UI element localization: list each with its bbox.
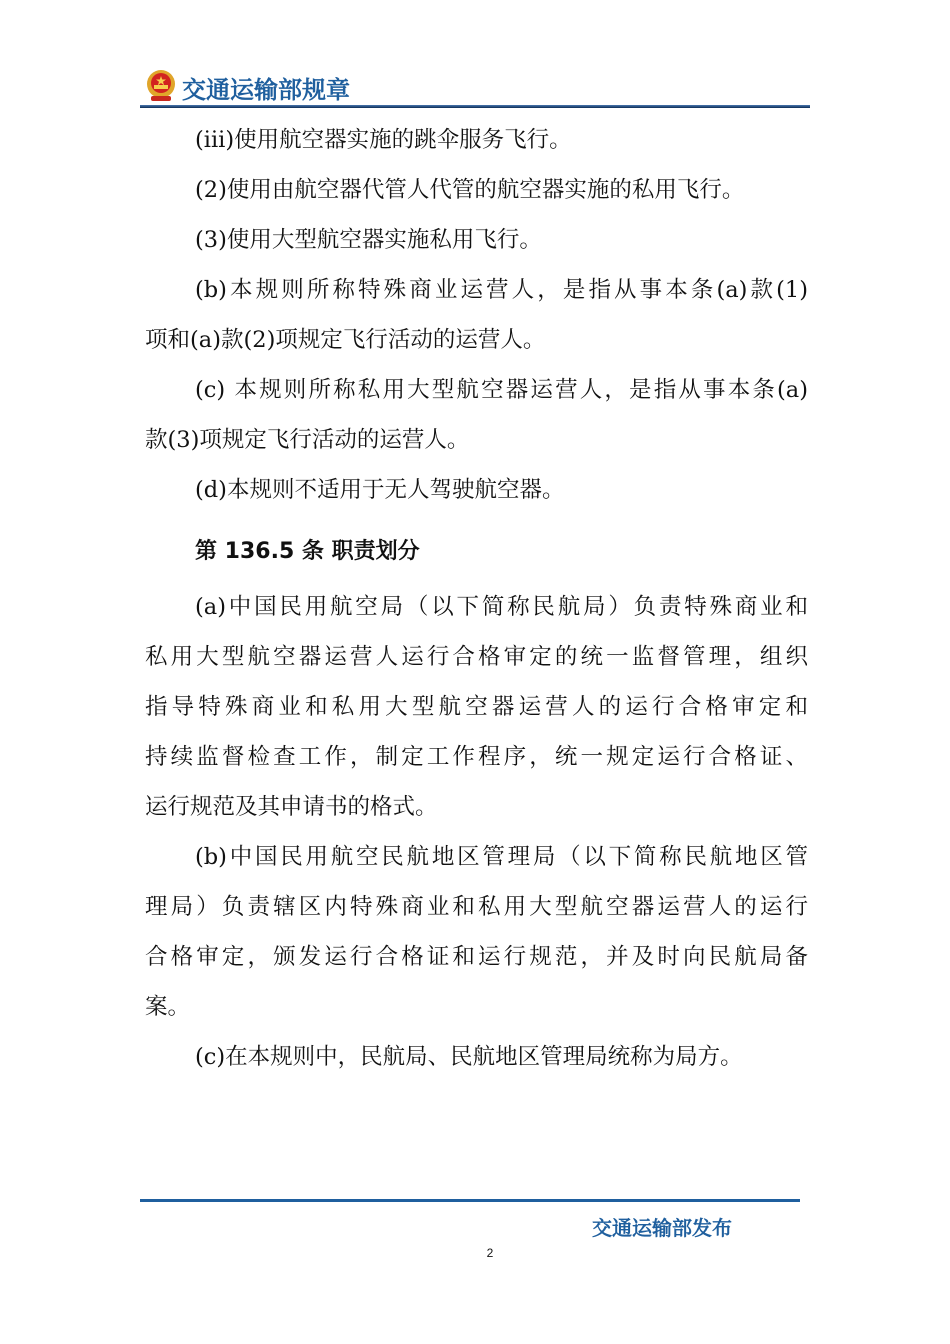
header-title: 交通运输部规章 [182, 76, 350, 104]
article-heading: 第 136.5 条 职责划分 [195, 539, 420, 564]
text-line: 案。 [145, 994, 191, 1020]
text-line: 指导特殊商业和私用大型航空器运营人的运行合格审定和 [145, 694, 808, 720]
text-line: 项和(a)款(2)项规定飞行活动的运营人。 [145, 327, 546, 353]
footer-divider [140, 1199, 800, 1202]
text-line: 持续监督检查工作，制定工作程序，统一规定运行合格证、 [145, 744, 808, 770]
text-line: (d)本规则不适用于无人驾驶航空器。 [195, 477, 565, 503]
text-line: (3)使用大型航空器实施私用飞行。 [195, 227, 542, 253]
text-line: 合格审定，颁发运行合格证和运行规范，并及时向民航局备 [145, 944, 808, 970]
text-line: (c)在本规则中，民航局、民航地区管理局统称为局方。 [195, 1044, 743, 1070]
text-line: (b)中国民用航空民航地区管理局（以下简称民航地区管 [195, 844, 808, 870]
header-divider [140, 105, 810, 108]
page-number: 2 [486, 1246, 494, 1260]
text-line: 款(3)项规定飞行活动的运营人。 [145, 427, 470, 453]
text-line: (c) 本规则所称私用大型航空器运营人，是指从事本条(a) [195, 377, 808, 403]
text-line: (b)本规则所称特殊商业运营人，是指从事本条(a)款(1) [195, 277, 808, 303]
footer-publisher: 交通运输部发布 [592, 1216, 732, 1240]
text-line: 运行规范及其申请书的格式。 [145, 794, 438, 820]
text-line: (2)使用由航空器代管人代管的航空器实施的私用飞行。 [195, 177, 745, 203]
text-line: (a)中国民用航空局（以下简称民航局）负责特殊商业和 [195, 594, 808, 620]
text-line: 理局）负责辖区内特殊商业和私用大型航空器运营人的运行 [145, 894, 808, 920]
text-line: (iii)使用航空器实施的跳伞服务飞行。 [195, 127, 572, 153]
national-emblem-icon [145, 69, 177, 103]
text-line: 私用大型航空器运营人运行合格审定的统一监督管理，组织 [145, 644, 808, 670]
